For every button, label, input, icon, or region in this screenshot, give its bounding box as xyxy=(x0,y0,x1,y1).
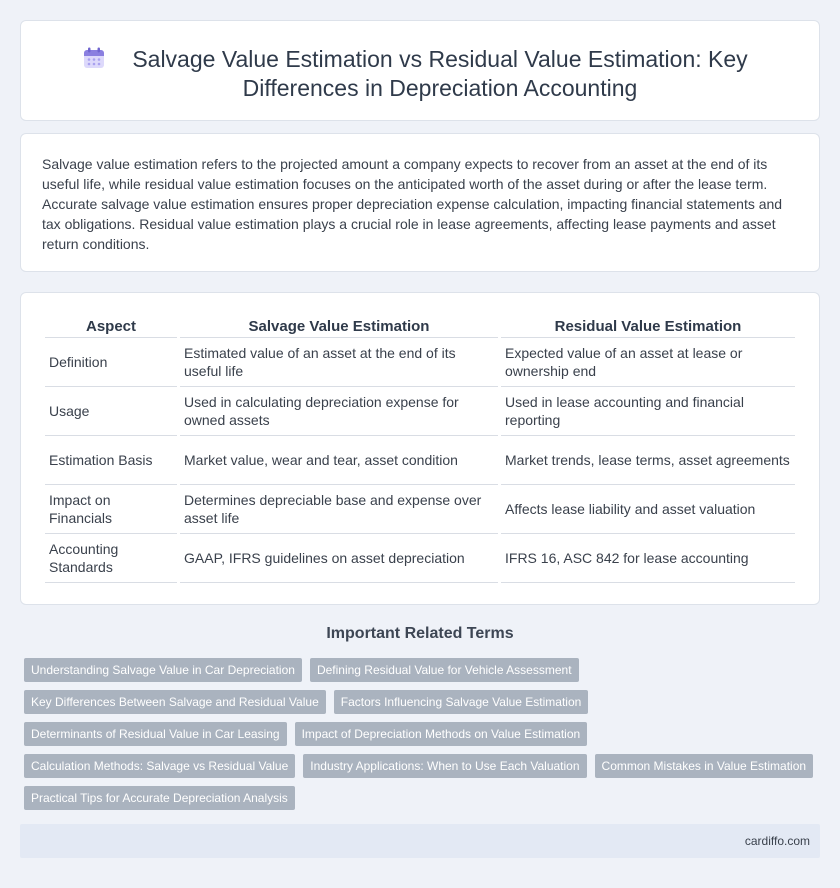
page-title: Salvage Value Estimation vs Residual Value Estimation: Key Differences in Depreciation Accounting xyxy=(132,46,748,101)
table-cell-residual: Used in lease accounting and financial reporting xyxy=(501,387,795,436)
table-row xyxy=(45,338,795,387)
related-term-tag[interactable]: Key Differences Between Salvage and Residual Value xyxy=(24,690,326,714)
table-cell-aspect: Estimation Basis xyxy=(45,436,177,485)
footer xyxy=(20,824,820,858)
title-card xyxy=(20,20,820,121)
column-header-aspect: Aspect xyxy=(45,316,177,338)
related-term-tag[interactable]: Understanding Salvage Value in Car Depreciation xyxy=(24,658,302,682)
intro-card xyxy=(20,133,820,272)
footer-site-link[interactable]: cardiffo.com xyxy=(744,834,810,848)
tag-row xyxy=(24,754,824,778)
table-cell-salvage: Market value, wear and tear, asset condition xyxy=(180,436,498,485)
table-cell-salvage: Determines depreciable base and expense over asset life xyxy=(180,485,498,534)
related-term-tag[interactable]: Calculation Methods: Salvage vs Residual Value xyxy=(24,754,295,778)
table-cell-residual: Affects lease liability and asset valuation xyxy=(501,485,795,534)
column-header-salvage: Salvage Value Estimation xyxy=(180,316,498,338)
table-cell-salvage: Estimated value of an asset at the end of its useful life xyxy=(180,338,498,387)
table-header-row xyxy=(45,316,795,338)
table-row xyxy=(45,485,795,534)
table-row xyxy=(45,436,795,485)
table-cell-residual: IFRS 16, ASC 842 for lease accounting xyxy=(501,534,795,583)
related-term-tag[interactable]: Determinants of Residual Value in Car Leasing xyxy=(24,722,287,746)
table-cell-aspect: Accounting Standards xyxy=(45,534,177,583)
comparison-table-card xyxy=(20,292,820,605)
table-cell-aspect: Usage xyxy=(45,387,177,436)
table-cell-residual: Expected value of an asset at lease or ownership end xyxy=(501,338,795,387)
column-header-residual: Residual Value Estimation xyxy=(501,316,795,338)
related-terms-list xyxy=(24,658,824,818)
table-cell-salvage: Used in calculating depreciation expense for owned assets xyxy=(180,387,498,436)
related-term-tag[interactable]: Common Mistakes in Value Estimation xyxy=(595,754,814,778)
comparison-table xyxy=(42,316,798,583)
tag-row xyxy=(24,690,824,714)
tag-row xyxy=(24,722,824,746)
tag-row xyxy=(24,786,824,810)
related-term-tag[interactable]: Factors Influencing Salvage Value Estimation xyxy=(334,690,589,714)
related-term-tag[interactable]: Practical Tips for Accurate Depreciation Analysis xyxy=(24,786,295,810)
table-row xyxy=(45,387,795,436)
table-row xyxy=(45,534,795,583)
intro-paragraph: Salvage value estimation refers to the projected amount a company expects to recover from an asset at the end of its useful life, while residual value estimation focuses on the anticipated worth of the asset during or after the lease term. Accurate salvage value estimation ensures proper depreciation expense calculation, impacting financial statements and tax obligations. Residual value estimation plays a crucial role in lease agreements, affecting lease payments and asset return conditions. xyxy=(42,156,783,252)
related-term-tag[interactable]: Impact of Depreciation Methods on Value Estimation xyxy=(295,722,588,746)
table-cell-aspect: Impact on Financials xyxy=(45,485,177,534)
related-term-tag[interactable]: Defining Residual Value for Vehicle Assessment xyxy=(310,658,579,682)
table-cell-aspect: Definition xyxy=(45,338,177,387)
table-cell-salvage: GAAP, IFRS guidelines on asset depreciation xyxy=(180,534,498,583)
tag-row xyxy=(24,658,824,682)
related-terms-heading: Important Related Terms xyxy=(326,625,514,642)
related-term-tag[interactable]: Industry Applications: When to Use Each Valuation xyxy=(303,754,586,778)
table-cell-residual: Market trends, lease terms, asset agreements xyxy=(501,436,795,485)
